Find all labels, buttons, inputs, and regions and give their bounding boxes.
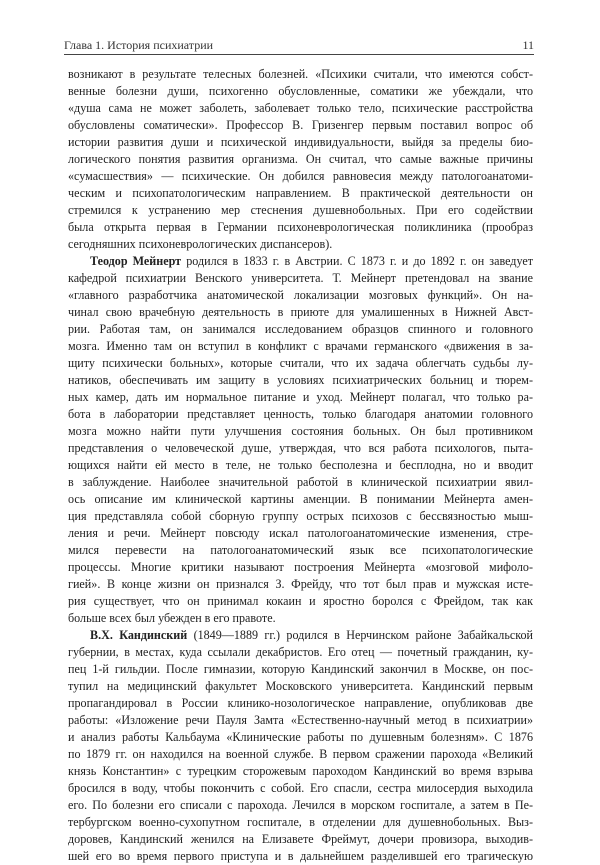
text-line: шей его во время первого приступа и в дальнейшем разделившей его трагическую xyxy=(68,849,533,863)
text-line: логического понятия развития организма. Он считал, что самые важные причины xyxy=(68,152,533,166)
text-line: его. По болезни его списали с парохода. Лечился в морском госпитале, а затем в Пе- xyxy=(68,798,533,812)
text-line: венные болезни души, психогенно обусловленные, соматики же убеждали, что xyxy=(68,84,533,98)
text-line: сегодняшних психоневрологических диспансеров). xyxy=(68,237,333,251)
page-number: 11 xyxy=(522,38,534,52)
text-line: рия существует, что он принимал кокаин и яростно боролся с Фрейдом, так как xyxy=(68,594,533,608)
text-line: бросился в воду, чтобы покончить с собой. Его спасли, сестра милосердия выходила xyxy=(68,781,533,795)
text-line: стремился к устранению мер стеснения душевнобольных. При его содействии xyxy=(68,203,533,217)
text-line: родился в 1833 г. в Австрии. С 1873 г. и до 1892 г. он заведует xyxy=(186,254,533,268)
text-line: представления о человеческой душе, утверждая, что вся работа психологов, пыта- xyxy=(68,441,533,455)
text-line: ческим и психопатологическим направлением. В практической деятельности он xyxy=(68,186,533,200)
text-line: в заблуждение. Наиболее значительной работой в клинической психиатрии явил- xyxy=(68,475,533,489)
text-line: «душа сама не может заболеть, заболевает только тело, психические расстройства xyxy=(68,101,533,115)
text-line: губернии, в местах, куда ссылали декабристов. Его отец — почетный гражданин, ку- xyxy=(68,645,533,659)
text-line: натиков, обеспечивать им защиту в условиях психиатрических больниц и тюрем- xyxy=(68,373,533,387)
text-line: тербургском военно-сухопутном госпитале, в отделении для душевнобольных. Выз- xyxy=(68,815,533,829)
text-line: процессы. Многие критики называют построения Мейнерта «мозговой мифоло- xyxy=(68,560,533,574)
chapter-title: Глава 1. История психиатрии xyxy=(64,38,214,52)
text-line: чинал свою врачебную деятельность в приюте для умалишенных в Нижней Авст- xyxy=(68,305,533,319)
text-line: рии. Работая там, он занимался исследованием образцов спинного и головного xyxy=(68,322,533,336)
text-line: ющихся найти ей место в теле, не только бесполезна и бесплодна, но и вводит xyxy=(68,458,533,472)
text-line: бота в лаборатории представляет ценность, только благодаря анатомии головного xyxy=(68,407,533,421)
text-line: князь Константин» с турецким сторожевым пароходом Кандинский во время взрыва xyxy=(68,764,533,778)
text-line: возникают в результате телесных болезней. «Психики считали, что имеются собст- xyxy=(68,67,533,81)
text-line: ция представляла собой сборную группу острых психозов с бессвязностью мыш- xyxy=(68,509,533,523)
text-line: пец 1-й гильдии. После гимназии, которую Кандинский закончил в Москве, он пос- xyxy=(68,662,533,676)
text-line: кафедрой психиатрии Венского университета. Т. Мейнерт претендовал на звание xyxy=(68,271,533,285)
text-line: мозга. Именно там он вступил в конфликт с врачами германского «движения в за- xyxy=(68,339,533,353)
body-text xyxy=(68,66,533,865)
text-line: обусловлены соматически». Профессор В. Гризенгер первым поставил вопрос об xyxy=(68,118,533,132)
text-line: работы: «Изложение речи Пауля Замта «Естественно-научный метод в психиатрии» xyxy=(68,713,533,727)
text-line: ления и речи. Мейнерт повсюду искал патологоанатомические изменения, стре- xyxy=(68,526,533,540)
text-line: была открыта первая в Германии психоневрологическая поликлиника (прообраз xyxy=(68,220,533,234)
text-line: «главного разработчика анатомической локализации мозговых функций». Он на- xyxy=(68,288,533,302)
text-line: и анализ работы Кальбаума «Клинические работы по душевным болезням». С 1876 xyxy=(68,730,533,744)
text-line: пропагандировал в России клинико-нозологическое направление, опубликовав две xyxy=(68,696,533,710)
text-line: по 1879 гг. он находился на военной службе. В первом сражении парохода «Великий xyxy=(68,747,533,761)
meynert-name: Теодор Мейнерт xyxy=(90,254,182,268)
text-line: «сумасшествия» — психические. Он добился равновесия между патологоанатоми- xyxy=(68,169,533,183)
paragraph-meynert-first-line xyxy=(68,253,533,270)
text-line: доровев, Кандинский женился на Елизавете Фреймут, дочери провизора, выходив- xyxy=(68,832,533,846)
text-line: тупил на медицинский факультет Московского университета. Кандинский первым xyxy=(68,679,533,693)
text-line: мился перевести на патологоанатомический язык все психопатологические xyxy=(68,543,533,557)
text-line: больше всех был убежден в его правоте. xyxy=(68,611,276,625)
text-line: истории развития души и психической индивидуальности, выйдя за пределы био- xyxy=(68,135,533,149)
text-line: мозга можно найти пути улучшения состояния больных. Он был противником xyxy=(68,424,533,438)
text-line: (1849—1889 гг.) родился в Нерчинском районе Забайкальской xyxy=(193,628,533,642)
paragraph-kandinsky-first-line xyxy=(68,627,533,644)
text-line: гией». В конце жизни он признался З. Фрейду, что тот был прав и мужская исте- xyxy=(68,577,533,591)
text-line: ных камер, дать им нормальное питание и уход. Мейнерт полагал, что только ра- xyxy=(68,390,533,404)
running-header xyxy=(64,32,534,55)
text-line: щиту психически больных», которые считали, что их задача облегчать судьбы лу- xyxy=(68,356,533,370)
text-line: ось описание им клинической картины аменции. В понимании Мейнерта амен- xyxy=(68,492,533,506)
kandinsky-name: В.Х. Кандинский xyxy=(90,628,188,642)
